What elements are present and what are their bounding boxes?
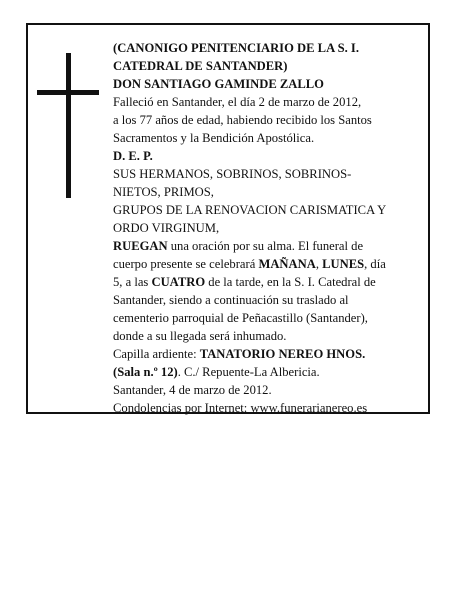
chapel-room: (Sala n.º 12) [113, 365, 178, 379]
request-line-6: donde a su llegada será inhumado. [113, 329, 287, 343]
funeral-hour: CUATRO [151, 275, 206, 289]
request-line-3 [113, 273, 419, 291]
cross-icon [37, 53, 99, 198]
death-line-1: Falleció en Santander, el día 2 de marzo de 2012, [113, 95, 362, 109]
request-line-4: Santander, siendo a continuación su traslado al [113, 293, 349, 307]
dep-line: D. E. P. [113, 149, 153, 163]
condolences-line: Condolencias por Internet: www.funerarianereo.es [113, 401, 368, 415]
family-line-1: SUS HERMANOS, SOBRINOS, SOBRINOS- [113, 167, 352, 181]
request-text: cuerpo presente se celebrará [113, 257, 259, 271]
death-line-3: Sacramentos y la Bendición Apostólica. [113, 131, 315, 145]
obituary-text [113, 39, 419, 417]
family-line-2: NIETOS, PRIMOS, [113, 185, 214, 199]
death-line-2: a los 77 años de edad, habiendo recibido los Santos [113, 113, 372, 127]
funeral-day-word: MAÑANA [258, 257, 316, 271]
request-text: de la tarde, en la S. I. Catedral de [205, 275, 376, 289]
family-line-4: ORDO VIRGINUM, [113, 221, 220, 235]
request-text: , [315, 257, 323, 271]
chapel-name: TANATORIO NEREO HNOS. [199, 347, 366, 361]
request-line-1 [113, 237, 419, 255]
chapel-address: . C./ Repuente-La Albericia. [177, 365, 320, 379]
request-text: una oración por su alma. El funeral de [167, 239, 364, 253]
request-line-2 [113, 255, 419, 273]
chapel-line-1 [113, 345, 419, 363]
request-text: , día [364, 257, 386, 271]
family-line-3: GRUPOS DE LA RENOVACION CARISMATICA Y [113, 203, 387, 217]
ruegan-word: RUEGAN [113, 239, 168, 253]
request-line-5: cementerio parroquial de Peñacastillo (Santander), [113, 311, 368, 325]
publication-date: Santander, 4 de marzo de 2012. [113, 383, 272, 397]
chapel-label: Capilla ardiente: [113, 347, 200, 361]
title-line-1: (CANONIGO PENITENCIARIO DE LA S. I. [113, 41, 359, 55]
deceased-name: DON SANTIAGO GAMINDE ZALLO [113, 77, 324, 91]
chapel-line-2 [113, 363, 419, 381]
title-line-2: CATEDRAL DE SANTANDER) [113, 59, 288, 73]
request-text: 5, a las [113, 275, 152, 289]
funeral-weekday: LUNES [322, 257, 365, 271]
